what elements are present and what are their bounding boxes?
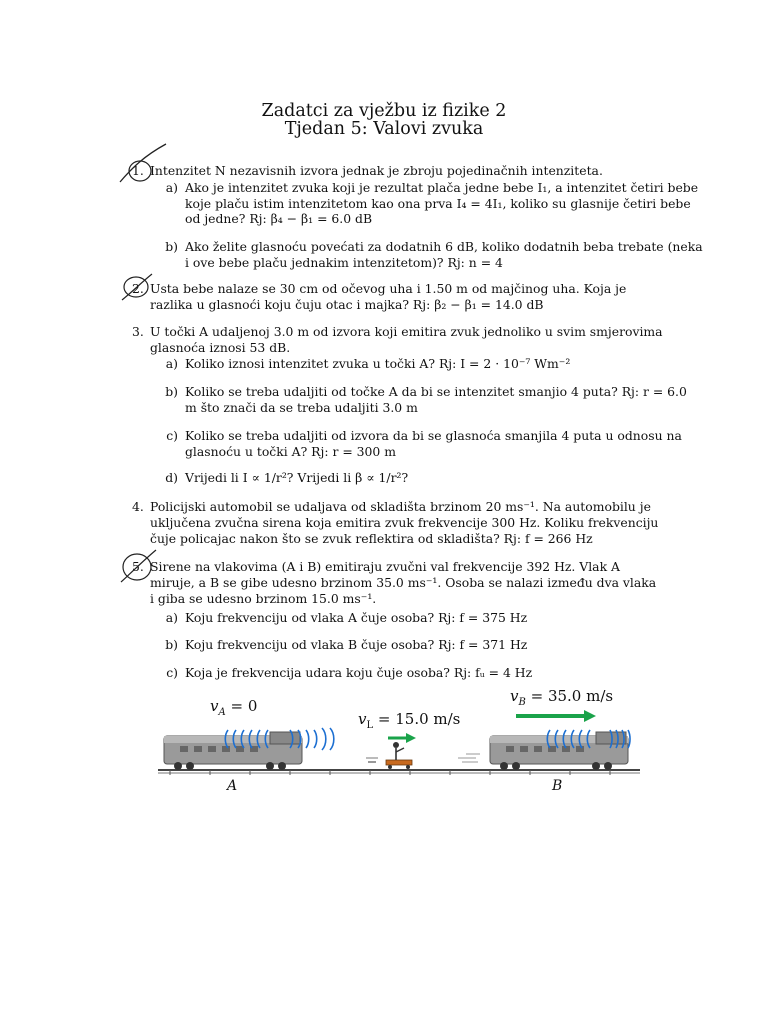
subitem-label: a) [165, 356, 178, 371]
subitem-label: b) [165, 239, 178, 254]
problem-number: 4. [132, 499, 144, 514]
subitem-text: Koliko se treba udaljiti od izvora da bi se glasnoća smanjila 4 puta u odnosu na [185, 428, 682, 443]
problem-text: glasnoća iznosi 53 dB. [150, 340, 291, 355]
train-figure [150, 688, 650, 798]
subitem-text: Vrijedi li I ∝ 1/r²? Vrijedi li β ∝ 1/r²? [185, 470, 409, 485]
subitem-text: Koja je frekvencija udara koju čuje osoba? Rj: fᵤ = 4 Hz [185, 665, 533, 680]
problem-text: Usta bebe nalaze se 30 cm od očevog uha i 1.50 m od majčinog uha. Koja je [150, 281, 627, 296]
subitem-label: c) [166, 428, 178, 443]
problem-text: U točki A udaljenoj 3.0 m od izvora koji emitira zvuk jednoliko u svim smjerovima [150, 324, 663, 339]
problem-text: čuje policajac nakon što se zvuk reflektira od skladišta? Rj: f = 266 Hz [150, 531, 593, 546]
subitem-label: a) [165, 610, 178, 625]
problem-number: 1. [132, 163, 144, 178]
subitem-text: i ove bebe plaču jednakim intenzitetom)? Rj: n = 4 [185, 255, 503, 270]
problem-number: 2. [132, 281, 144, 296]
subitem-text: Koliko iznosi intenzitet zvuka u točki A? Rj: I = 2 · 10⁻⁷ Wm⁻² [185, 356, 571, 371]
subitem-text: Ako želite glasnoću povećati za dodatnih 6 dB, koliko dodatnih beba trebate (neka [185, 239, 703, 254]
subitem-text: Koju frekvenciju od vlaka A čuje osoba? Rj: f = 375 Hz [185, 610, 528, 625]
subitem-label: b) [165, 384, 178, 399]
subitem-text: Ako je intenzitet zvuka koji je rezultat plača jedne bebe I₁, a intenzitet četiri bebe [185, 180, 699, 195]
problem-text: Policijski automobil se udaljava od skladišta brzinom 20 ms⁻¹. Na automobilu je [150, 499, 651, 514]
subitem-text: m što znači da se treba udaljiti 3.0 m [185, 400, 418, 415]
subitem-label: c) [166, 665, 178, 680]
subitem-label: b) [165, 637, 178, 652]
problem-text: razlika u glasnoći koju čuju otac i majka? Rj: β₂ − β₁ = 14.0 dB [150, 297, 544, 312]
problem-text: i giba se udesno brzinom 15.0 ms⁻¹. [150, 591, 377, 606]
velocity-label-b: $v_B = 35.0$ m/s [510, 687, 614, 708]
problem-text: Intenzitet N nezavisnih izvora jednak je zbroju pojedinačnih intenziteta. [150, 163, 603, 178]
arrow-right-icon [388, 733, 416, 743]
person-on-cart-icon [366, 742, 412, 769]
title-line-2: Tjedan 5: Valovi zvuka [284, 119, 484, 139]
problem-number: 5. [132, 559, 144, 574]
subitem-text: Koju frekvenciju od vlaka B čuje osoba? Rj: f = 371 Hz [185, 637, 528, 652]
title-line-1: Zadatci za vježbu iz fizike 2 [261, 101, 507, 121]
subitem-text: Koliko se treba udaljiti od točke A da bi se intenzitet smanjio 4 puta? Rj: r = 6.0 [185, 384, 687, 399]
train-label-a: A [227, 778, 238, 794]
problem-text: Sirene na vlakovima (A i B) emitiraju zvučni val frekvencije 392 Hz. Vlak A [150, 559, 620, 574]
velocity-label-person: $v_L = 15.0$ m/s [358, 710, 461, 731]
subitem-text: koje plaču istim intenzitetom kao ona prva I₄ = 4I₁, koliko su glasnije četiri bebe [185, 196, 691, 211]
train-label-b: B [552, 778, 563, 794]
train-b-icon [490, 732, 628, 770]
velocity-label-a: $v_A = 0$ [210, 697, 258, 718]
subitem-text: od jedne? Rj: β₄ − β₁ = 6.0 dB [185, 211, 373, 226]
problem-number: 3. [132, 324, 144, 339]
arrow-right-icon [516, 710, 596, 722]
subitem-label: a) [165, 180, 178, 195]
subitem-text: glasnoću u točki A? Rj: r = 300 m [185, 444, 396, 459]
problem-text: uključena zvučna sirena koja emitira zvuk frekvencije 300 Hz. Koliku frekvenciju [150, 515, 659, 530]
subitem-label: d) [165, 470, 178, 485]
problem-text: miruje, a B se gibe udesno brzinom 35.0 ms⁻¹. Osoba se nalazi između dva vlaka [150, 575, 657, 590]
